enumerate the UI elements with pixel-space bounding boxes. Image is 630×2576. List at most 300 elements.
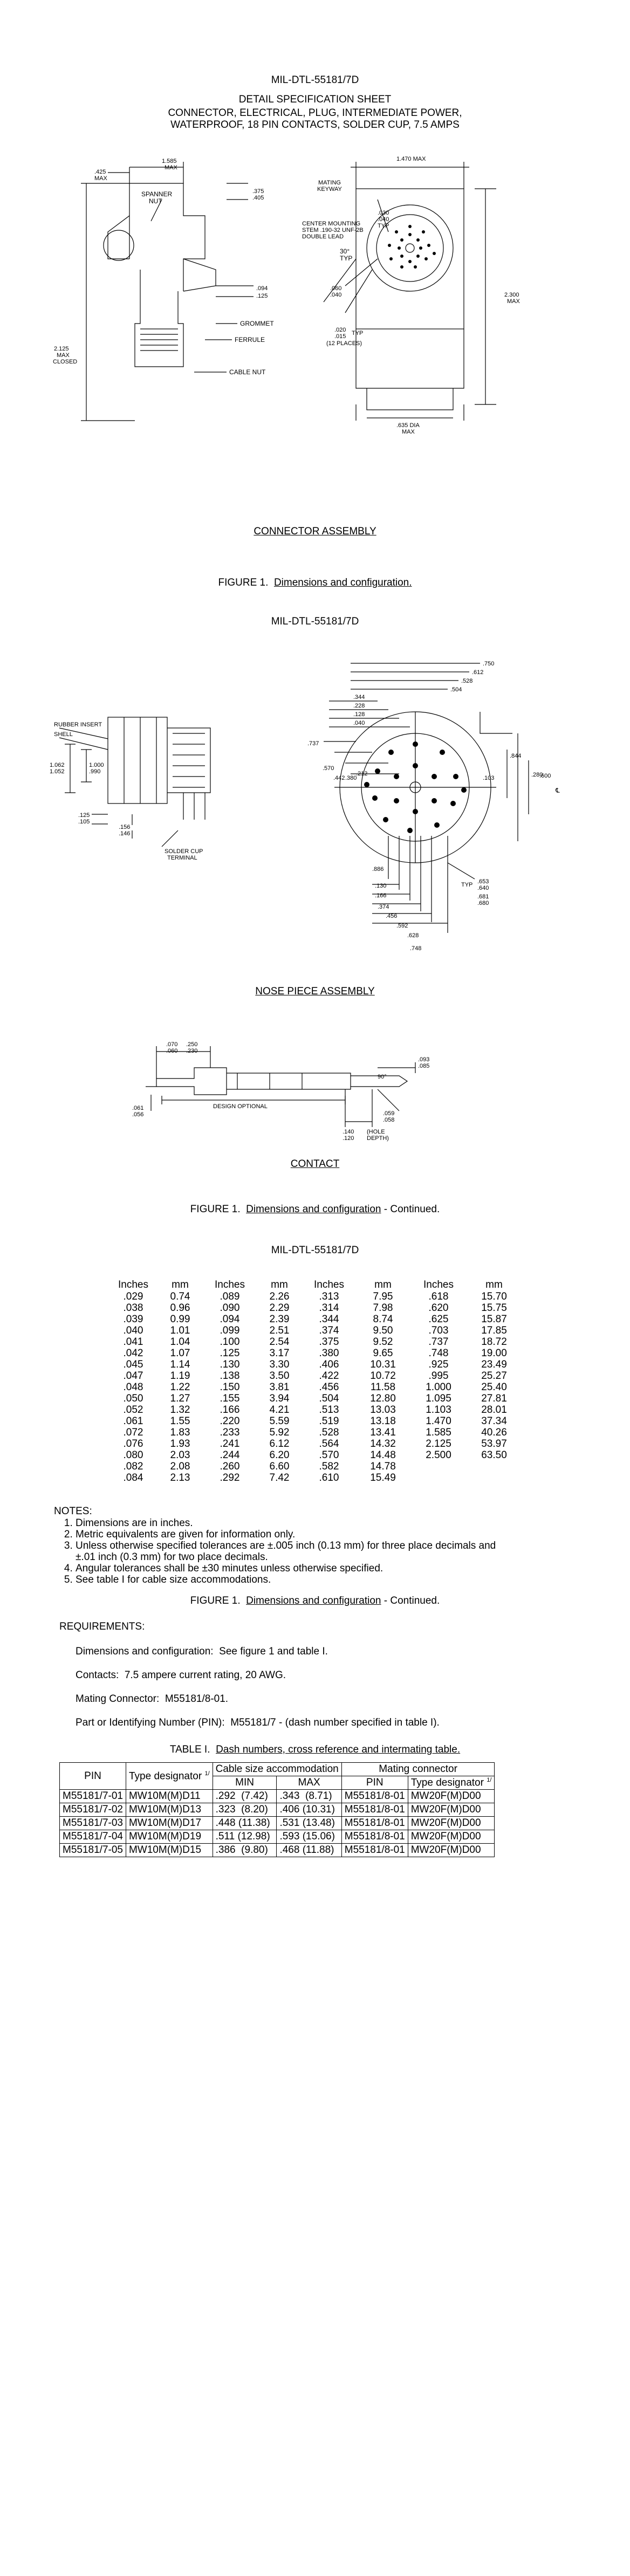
conversion-header-row [111,1279,523,1291]
table1-cell-mtype: MW20F(M)D00 [408,1803,495,1817]
table1-cell-max: .593 (15.06) [277,1830,341,1844]
dim-140: .140 [343,1129,354,1135]
conversion-cell: .041 [123,1336,143,1348]
conversion-cell: .995 [428,1370,449,1382]
table1-row [60,1803,495,1817]
conversion-cell: 15.49 [370,1472,396,1483]
table1-cell-max: .468 (11.88) [277,1844,341,1857]
conversion-cell: 0.96 [170,1302,190,1314]
conversion-cell: 7.42 [269,1472,290,1483]
table1-cell-type: MW10M(M)D19 [126,1830,213,1844]
conversion-cell: .703 [428,1325,449,1336]
req-part-label: Part or Identifying Number (PIN): [76,1717,225,1728]
table1-cell-max: .343 (8.71) [277,1790,341,1803]
conversion-cell: .618 [428,1291,449,1302]
conversion-cell: .039 [123,1314,143,1325]
conversion-cell: 0.74 [170,1291,190,1302]
conversion-cell: 11.58 [370,1382,396,1393]
dim-380: .380 [345,775,357,781]
conversion-cell: .406 [319,1359,339,1370]
nose-insert [167,728,210,793]
conversion-cell: .314 [319,1302,339,1314]
conversion-cell: 37.34 [481,1416,507,1427]
table1-cell-mpin: M55181/8-01 [341,1844,408,1857]
conversion-cell: 0.99 [170,1314,190,1325]
note-3-line1: Unless otherwise specified tolerances are ±.005 inch (0.13 mm) for three place decimals and [76,1540,496,1551]
dim-425: .425 [94,169,106,175]
conversion-cell: .375 [319,1336,339,1348]
conversion-cell: 1.585 [426,1427,451,1438]
th-type-footnote: 1/ [204,1770,210,1777]
conversion-cell: .138 [220,1370,240,1382]
conversion-cell: .233 [220,1427,240,1438]
table1-cell-min: .386 (9.80) [213,1844,277,1857]
dim-040: .040 [378,216,389,223]
plug-body-outline [129,183,205,291]
conversion-cell: .625 [428,1314,449,1325]
conversion-cell: 53.97 [481,1438,507,1450]
caption-contact: CONTACT [290,1158,340,1170]
conversion-cell: .072 [123,1427,143,1438]
dim-040c: .040 [353,720,365,726]
cable-body-outline [135,270,183,367]
label-terminal: TERMINAL [167,855,197,861]
conversion-cell: 1.470 [426,1416,451,1427]
conversion-cell [412,1461,465,1472]
dim-990: .990 [89,768,101,775]
req-mating [76,1693,561,1705]
conversion-cell: 14.48 [370,1450,396,1461]
conversion-cell: .082 [123,1461,143,1472]
dim-442: .442 [333,775,345,781]
conversion-cell: 15.75 [481,1302,507,1314]
conversion-cell: .090 [220,1302,240,1314]
dim-typ3: TYP [352,330,364,336]
dim-750: .750 [483,661,495,667]
conversion-cell: .084 [123,1472,143,1483]
conversion-cell: .076 [123,1438,143,1450]
req-dimensions [76,1646,561,1658]
conversion-cell: .528 [319,1427,339,1438]
conversion-cell: .456 [319,1382,339,1393]
conversion-cell: 3.30 [269,1359,290,1370]
note-2: 2. Metric equivalents are given for information only. [76,1529,615,1540]
dim-640: .640 [477,885,489,891]
contact-drawing [0,1035,630,1149]
conversion-row [111,1393,523,1404]
conversion-cell: .925 [428,1359,449,1370]
dim-085: .085 [418,1063,430,1069]
conversion-cell: .737 [428,1336,449,1348]
conversion-cell: 27.81 [481,1393,507,1404]
conversion-cell: 2.500 [426,1450,451,1461]
dim-344: .344 [353,694,365,700]
conversion-cell: 1.04 [170,1336,190,1348]
dim-120: .120 [343,1135,354,1142]
conversion-cell: 5.59 [269,1416,290,1427]
nose-piece-drawing [0,652,630,976]
col-mm-2: mm [271,1279,288,1290]
conversion-cell: 63.50 [481,1450,507,1461]
conversion-cell: 5.92 [269,1427,290,1438]
table1-cell-min: .292 (7.42) [213,1790,277,1803]
label-rubber-insert: RUBBER INSERT [54,722,102,728]
table1-cell-min: .448 (11.38) [213,1817,277,1830]
note-1: 1. Dimensions are in inches. [76,1517,615,1529]
conversion-row [111,1291,523,1302]
conversion-row [111,1404,523,1416]
th-max: MAX [277,1776,341,1790]
label-nut: NUT [149,197,162,205]
dim-128: .128 [353,711,365,718]
dim-094: .094 [256,285,268,292]
conversion-row [111,1472,523,1483]
req-dims-label: Dimensions and configuration: [76,1646,214,1657]
conversion-cell: 2.39 [269,1314,290,1325]
conversion-cell: .344 [319,1314,339,1325]
dim-093: .093 [418,1056,430,1063]
dim-061: .061 [132,1105,144,1111]
dim-504: .504 [450,686,462,693]
dim-405: .405 [252,195,264,201]
conversion-cell: .620 [428,1302,449,1314]
conversion-cell: 1.01 [170,1325,190,1336]
req-contacts [76,1670,561,1681]
table1-row [60,1790,495,1803]
conversion-row [111,1382,523,1393]
conversion-cell: .313 [319,1291,339,1302]
conversion-cell: 1.22 [170,1382,190,1393]
col-inches-2: Inches [215,1279,245,1290]
dash-number-table [59,1762,495,1857]
th-mating-type [408,1776,495,1790]
doc-title: DETAIL SPECIFICATION SHEET [238,94,392,105]
col-inches-4: Inches [423,1279,454,1290]
label-stem3: DOUBLE LEAD [302,233,344,240]
dim-058: .058 [383,1117,395,1123]
conversion-cell: 1.83 [170,1427,190,1438]
dim-166: .166 [375,892,387,899]
conversion-cell: 1.095 [426,1393,451,1404]
conversion-cell: 7.95 [373,1291,393,1302]
dim-528: .528 [461,678,473,684]
label-stem1: CENTER MOUNTING [302,221,361,227]
col-mm-4: mm [485,1279,503,1290]
dim-737: .737 [307,740,319,747]
conversion-cell: .094 [220,1314,240,1325]
dim-653: .653 [477,878,489,885]
table1-cell-mpin: M55181/8-01 [341,1803,408,1817]
label-design-optional: DESIGN OPTIONAL [213,1103,268,1110]
conversion-body [111,1291,523,1483]
col-mm-1: mm [172,1279,189,1290]
conversion-cell: 9.52 [373,1336,393,1348]
conversion-cell: .048 [123,1382,143,1393]
note-4: 4. Angular tolerances shall be ±30 minutes unless otherwise specified. [76,1563,615,1574]
conversion-cell: 13.41 [370,1427,396,1438]
spec-number: MIL-DTL-55181/7D [271,74,359,86]
dim-628: .628 [407,932,419,939]
req-dims-text: See figure 1 and table I. [219,1646,328,1657]
conversion-cell: .244 [220,1450,240,1461]
conversion-row [111,1438,523,1450]
dim-1585: 1.585 [162,158,177,164]
conversion-cell: .374 [319,1325,339,1336]
conversion-cell: 6.20 [269,1450,290,1461]
conversion-cell: 2.125 [426,1438,451,1450]
label-angle-90: 90° [378,1074,387,1080]
conversion-row [111,1325,523,1336]
conversion-cell: 1.07 [170,1348,190,1359]
label-depth: DEPTH) [367,1135,389,1142]
dim-070: .070 [166,1041,178,1048]
conversion-cell: 19.00 [481,1348,507,1359]
dim-125: .125 [256,293,268,299]
dim-060: .060 [330,285,342,292]
conversion-cell: 14.32 [370,1438,396,1450]
dim-886: .886 [372,866,384,873]
conversion-cell: .100 [220,1336,240,1348]
contact-tail [156,1068,227,1095]
label-stem2: STEM .190-32 UNF-2B [302,227,364,233]
dim-max4: MAX [507,298,520,305]
table1-cell-mtype: MW20F(M)D00 [408,1844,495,1857]
table1-row [60,1844,495,1857]
conversion-cell: 1.93 [170,1438,190,1450]
table1-cell-pin: M55181/7-05 [60,1844,126,1857]
conversion-cell: 25.27 [481,1370,507,1382]
conversion-cell: 8.74 [373,1314,393,1325]
conversion-cell [465,1472,523,1483]
dim-228: .228 [353,703,365,709]
conversion-cell: 1.32 [170,1404,190,1416]
figure1-cont2-suffix: - Continued. [381,1595,440,1606]
conversion-cell: 1.19 [170,1370,190,1382]
dim-130: .130 [375,883,387,889]
th-min: MIN [213,1776,277,1790]
table1-cell-pin: M55181/7-03 [60,1817,126,1830]
req-mating-text: M55181/8-01. [165,1693,229,1705]
table1-cell-mpin: M55181/8-01 [341,1830,408,1844]
dim-2300: 2.300 [504,292,519,298]
conversion-cell: 3.50 [269,1370,290,1382]
conversion-cell: .099 [220,1325,240,1336]
dim-1470: 1.470 MAX [396,156,426,162]
table1-cell-type: MW10M(M)D15 [126,1844,213,1857]
caption-connector-assembly: CONNECTOR ASSEMBLY [254,526,376,537]
conversion-cell: 2.13 [170,1472,190,1483]
conversion-cell: .042 [123,1348,143,1359]
dim-250: .250 [186,1041,198,1048]
label-spanner: SPANNER [141,190,173,198]
nose-shell [108,717,167,803]
conversion-cell: .130 [220,1359,240,1370]
conversion-table [111,1279,523,1483]
table1-cell-type: MW10M(M)D11 [126,1790,213,1803]
conversion-cell: 15.87 [481,1314,507,1325]
req-mating-label: Mating Connector: [76,1693,160,1705]
conversion-cell: .422 [319,1370,339,1382]
conversion-cell: 1.000 [426,1382,451,1393]
th-type [126,1763,213,1790]
conversion-row [111,1302,523,1314]
conversion-cell: .380 [319,1348,339,1359]
conversion-cell: .564 [319,1438,339,1450]
table1-row [60,1830,495,1844]
dim-103: .103 [483,775,495,781]
doc-subtitle-line2: WATERPROOF, 18 PIN CONTACTS, SOLDER CUP, 7.5 AMPS [170,119,460,130]
table1-cell-mpin: M55181/8-01 [341,1790,408,1803]
conversion-cell: .038 [123,1302,143,1314]
dim-030: .030 [378,210,389,216]
col-inches-1: Inches [118,1279,148,1290]
table1-cell-type: MW10M(M)D17 [126,1817,213,1830]
front-view-box [356,189,464,329]
dim-2125: 2.125 [54,346,69,352]
req-contacts-label: Contacts: [76,1670,119,1681]
spanner-nut-outline [108,216,129,259]
conversion-cell: 1.14 [170,1359,190,1370]
figure1-prefix: FIGURE 1. [218,577,269,588]
conversion-cell: 13.03 [370,1404,396,1416]
conversion-cell: 2.51 [269,1325,290,1336]
conversion-cell: 9.50 [373,1325,393,1336]
table1-body [60,1790,495,1857]
label-cable-nut: CABLE NUT [229,368,266,376]
conversion-cell: 2.29 [269,1302,290,1314]
note-5: 5. See table I for cable size accommodations. [76,1574,615,1585]
th-mating-pin: PIN [341,1776,408,1790]
dim-1062: 1.062 [50,762,65,768]
conversion-cell: 3.94 [269,1393,290,1404]
conversion-cell: .045 [123,1359,143,1370]
label-keyway: KEYWAY [317,186,342,193]
dim-374: .374 [378,904,389,910]
col-inches-3: Inches [314,1279,344,1290]
figure1-cont2-prefix: FIGURE 1. [190,1595,241,1606]
conversion-cell: .220 [220,1416,240,1427]
th-mating-type-label: Type designator [410,1777,484,1789]
th-mating-type-footnote: 1/ [487,1777,492,1783]
conversion-cell: 3.17 [269,1348,290,1359]
conversion-cell: 14.78 [370,1461,396,1472]
dim-681: .681 [477,894,489,900]
figure1-caption [0,577,630,589]
conversion-cell: 6.60 [269,1461,290,1472]
dim-125b: .125 [78,812,90,819]
conversion-cell: .125 [220,1348,240,1359]
table1-cell-mpin: M55181/8-01 [341,1817,408,1830]
conversion-cell: 2.26 [269,1291,290,1302]
th-mating: Mating connector [341,1763,495,1776]
dim-1000: 1.000 [89,762,104,768]
col-mm-3: mm [374,1279,392,1290]
dim-680: .680 [477,900,489,906]
th-cable: Cable size accommodation [213,1763,341,1776]
table1-cell-mtype: MW20F(M)D00 [408,1817,495,1830]
table1-header-row-1 [60,1763,495,1776]
th-pin: PIN [60,1763,126,1790]
centerline-symbol: ℄ [556,787,560,794]
conversion-cell: .040 [123,1325,143,1336]
dim-typ-nose: TYP [461,882,473,888]
dim-max1: MAX [94,175,107,182]
conversion-cell: 7.98 [373,1302,393,1314]
conversion-cell: 2.54 [269,1336,290,1348]
conversion-cell: 25.40 [481,1382,507,1393]
conversion-cell [465,1461,523,1472]
dim-max2: MAX [165,164,177,171]
notes-list [54,1517,615,1585]
req-contacts-text: 7.5 ampere current rating, 20 AWG. [124,1670,286,1681]
conversion-cell: 13.18 [370,1416,396,1427]
note-3-line2: ±.01 inch (0.3 mm) for two place decimals. [76,1551,268,1563]
table1-prefix: TABLE I. [169,1744,210,1755]
conversion-cell: .029 [123,1291,143,1302]
doc-subtitle-line1: CONNECTOR, ELECTRICAL, PLUG, INTERMEDIATE POWER, [168,107,462,119]
table1-cell-max: .531 (13.48) [277,1817,341,1830]
conversion-cell: 17.85 [481,1325,507,1336]
conversion-cell: .047 [123,1370,143,1382]
conversion-cell: 2.08 [170,1461,190,1472]
conversion-row [111,1359,523,1370]
conversion-row [111,1336,523,1348]
dim-040b: .040 [330,292,342,298]
conversion-cell: 10.72 [370,1370,396,1382]
req-part [76,1717,561,1729]
dim-020: .020 [334,327,346,333]
label-hole: (HOLE [367,1129,385,1135]
conversion-cell: 12.80 [370,1393,396,1404]
table1-title: Dash numbers, cross reference and intermating table. [216,1744,461,1755]
dim-max5: MAX [402,429,415,435]
dim-748: .748 [410,945,422,952]
notes-title: NOTES: [54,1506,92,1517]
conversion-cell: .504 [319,1393,339,1404]
figure1-cont-text: Dimensions and configuration [246,1204,381,1215]
conversion-cell: 10.31 [370,1359,396,1370]
caption-nose-piece: NOSE PIECE ASSEMBLY [255,986,375,997]
table1-cell-pin: M55181/7-04 [60,1830,126,1844]
th-type-label: Type designator [128,1770,202,1782]
table1-cell-mtype: MW20F(M)D00 [408,1830,495,1844]
conversion-cell: .519 [319,1416,339,1427]
dim-056: .056 [132,1111,144,1118]
figure1-cont-prefix: FIGURE 1. [190,1204,241,1215]
dim-600: .600 [539,773,551,779]
solder-cup-terminals [183,793,205,820]
conversion-cell: 3.81 [269,1382,290,1393]
figure1-cont-suffix: - Continued. [381,1204,440,1215]
conversion-cell: .582 [319,1461,339,1472]
conversion-cell: 6.12 [269,1438,290,1450]
table1-cell-max: .406 (10.31) [277,1803,341,1817]
dim-280: .280 [531,772,543,778]
dim-closed: CLOSED [53,359,78,365]
conversion-cell: .080 [123,1450,143,1461]
dim-230: .230 [186,1048,198,1054]
label-typ2: TYP [340,255,353,262]
conversion-cell: 1.55 [170,1416,190,1427]
label-mating: MATING [318,180,341,186]
conversion-cell: 1.27 [170,1393,190,1404]
conversion-cell: .155 [220,1393,240,1404]
dim-1052: 1.052 [50,768,65,775]
conversion-cell: .241 [220,1438,240,1450]
dim-059: .059 [383,1110,395,1117]
conversion-cell: .610 [319,1472,339,1483]
conversion-row [111,1416,523,1427]
